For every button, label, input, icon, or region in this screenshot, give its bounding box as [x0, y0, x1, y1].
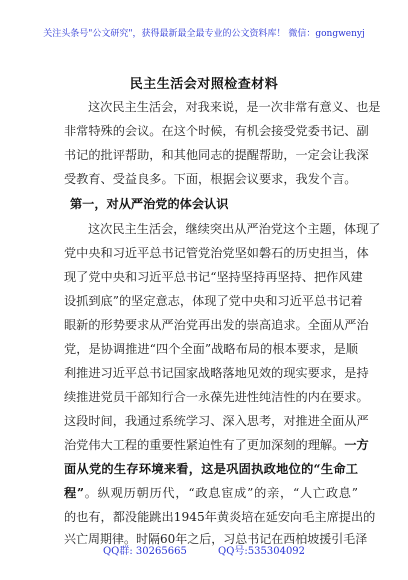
intro-line: 非常特殊的会议。在这个时候，有机会接受党委书记、副	[64, 124, 369, 138]
body-line: 设抓到底”的坚定意志，体现了党中央和习近平总书记着	[64, 294, 363, 308]
body-text: 治党伟大工程的重要性紧迫性有了更加深刻的理解。	[64, 438, 345, 452]
body-line	[64, 485, 358, 501]
body-line: 这段时间，我通过系统学习、深入思考，对推进全面从严	[64, 414, 369, 428]
bold-line: 面从党的生存环境来看，这是巩固执政地位的“生命工	[64, 462, 358, 476]
document-title: 民主生活会对照检查材料	[129, 77, 279, 92]
intro-line: 受教育、受益良多。下面，根据会议要求，我发个言。	[64, 172, 357, 186]
header-note: 关注头条号"公文研究"，获得最新最全最专业的公文资料库！ 微信：gongwenyj	[43, 29, 365, 39]
body-line: 党，是协调推进“四个全面”战略布局的根本要求，是顺	[64, 342, 358, 356]
body-line: 利推进习近平总书记国家战略落地见效的现实要求，是持	[64, 366, 369, 380]
body-text: 。纵观历朝历代，“政息宦成”的亲，“人亡政息”	[83, 486, 358, 500]
qq-group: QQ群: 30265665	[102, 546, 187, 557]
qq-number: QQ号:535304092	[218, 546, 306, 557]
bold-text: 一方	[344, 438, 369, 452]
bold-text: 程”	[64, 486, 84, 500]
intro-line: 这次民主生活会，对我来说，是一次非常有意义、也是	[88, 100, 381, 114]
body-line: 的也有，都没能跳出1945年黄炎培在延安向毛主席提出的	[64, 510, 376, 524]
body-line: 这次民主生活会，继续突出从严治党这个主题，体现了	[88, 222, 381, 236]
body-line	[64, 437, 369, 453]
footer-contact	[0, 542, 408, 557]
body-line: 兴亡周期律。时隔60年之后，习总书记在西柏坡援引毛泽	[64, 532, 368, 546]
body-line: 现了党中央和习近平总书记“坚持坚持再坚持、把作风建	[64, 270, 363, 284]
body-line: 眼新的形势要求从严治党再出发的崇高追求。全面从严治	[64, 318, 369, 332]
body-line: 续推进党员干部知行合一永葆先进性纯洁性的内在要求。	[64, 390, 369, 404]
section-heading: 第一，对从严治党的体会认识	[70, 197, 229, 211]
body-line: 党中央和习近平总书记管党治党坚如磐石的历史担当，体	[64, 246, 369, 260]
intro-line: 书记的批评帮助，和其他同志的提醒帮助，一定会让我深	[64, 148, 369, 162]
